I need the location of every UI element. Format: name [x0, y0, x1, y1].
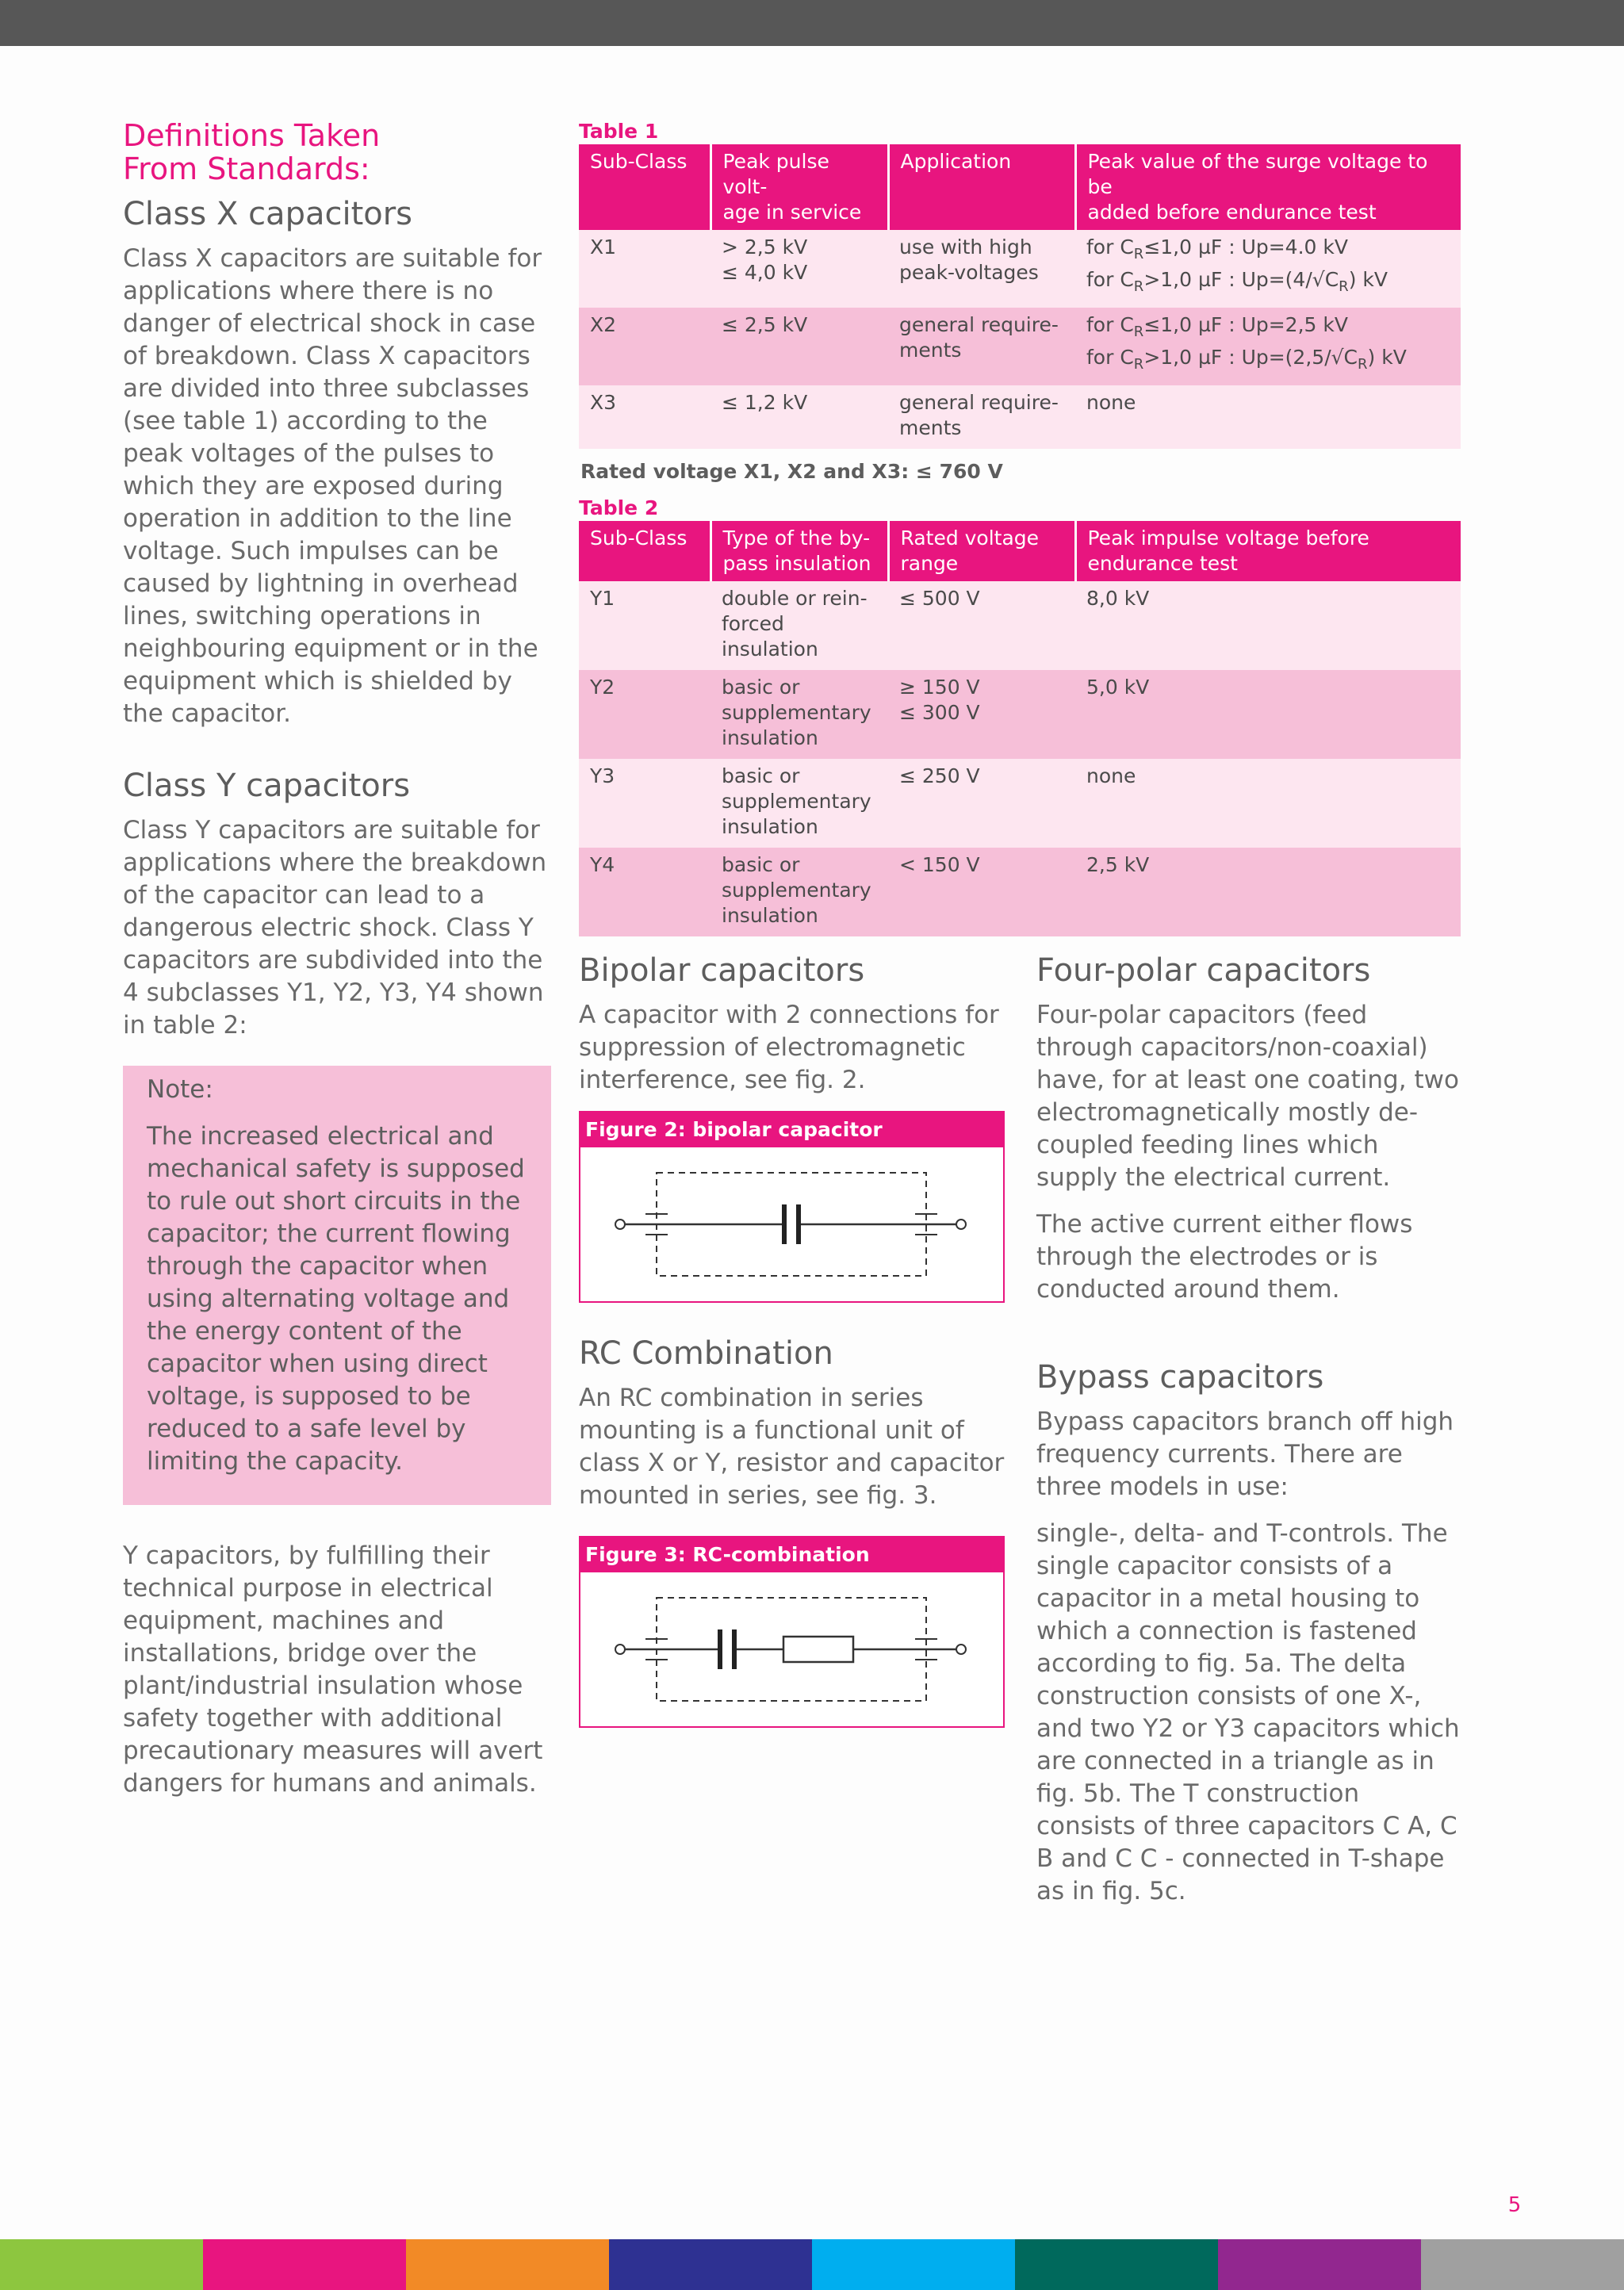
footer-color-segment	[812, 2239, 1015, 2290]
table1-cell: > 2,5 kV ≤ 4,0 kV	[710, 230, 888, 308]
table2-cell: double or rein- forced insulation	[710, 581, 888, 670]
class-y-text: Class Y capacitors are suitable for applications where the breakdown of the capacitor can lead to a dangerous electric shock. Class Y capacitors are subdivided into the 4 subclasses Y1, Y2, Y3, Y4 shown in table 2:	[123, 816, 547, 1040]
table2-row	[579, 670, 1461, 759]
class-x-text: Class X capacitors are suitable for applications where there is no danger of electrical shock in case of breakdown. Class X capacitors are divided into three subclasses (see table 1) according to the peak voltages of the pulses to which they are exposed during operation in addition to the line voltage. Such impulses can be caused by lightning in overhead lines, switching operations in neighbouring equipment or in the equipment which is shielded by the capacitor.	[123, 244, 542, 728]
table2-cell: none	[1075, 759, 1461, 848]
table1	[579, 144, 1461, 449]
bipolar-text: A capacitor with 2 connections for suppression of electromagnetic interference, see fig. 2.	[579, 1001, 999, 1094]
bypass-text: Bypass capacitors branch off high frequency currents. There are three models in use: single-, delta- and T-controls. The single capacitor consists of a capacitor in a metal housing to which a connection is fastened according to fig. 5a. The delta construction consists of one X-, and two Y2 or Y3 capacitors which are connected in a triangle as in fig. 5b. The T construction consists of three capacitors C A, C B and C C - connected in T-shape as in fig. 5c.	[1036, 1407, 1460, 1905]
figure-3	[579, 1536, 1005, 1728]
footer-color-segment	[1421, 2239, 1624, 2290]
bipolar-heading: Bipolar capacitors	[579, 952, 865, 989]
middle-column	[579, 952, 1007, 1760]
table1-cell: for $C_R\le 1,0$ µF : Up=2,5 kV for $C_R>1,0$ µF : $Up=(2,5/√C_R)$ kV	[1075, 308, 1461, 385]
figure-2-title: Figure 2: bipolar capacitor	[580, 1112, 1003, 1147]
table2-header-row	[579, 521, 1461, 581]
table1-row	[579, 230, 1461, 308]
table1-header: Sub-Class	[579, 144, 710, 230]
table1-cell: general require- ments	[888, 385, 1075, 449]
table2-cell: ≥ 150 V ≤ 300 V	[888, 670, 1075, 759]
table1-header: Peak pulse volt- age in service	[710, 144, 888, 230]
table2-cell: 5,0 kV	[1075, 670, 1461, 759]
footer-color-segment	[1218, 2239, 1421, 2290]
table2-cell: < 150 V	[888, 848, 1075, 936]
table2-cell: Y1	[579, 581, 710, 670]
bypass-heading: Bypass capacitors	[1036, 1359, 1324, 1396]
table1-cell: X2	[579, 308, 710, 385]
table2-header: Rated voltage range	[888, 521, 1075, 581]
table1-cell: ≤ 1,2 kV	[710, 385, 888, 449]
table1-cell: ≤ 2,5 kV	[710, 308, 888, 385]
table2-row	[579, 759, 1461, 848]
bipolar-capacitor-diagram	[580, 1147, 1003, 1301]
table2-header: Type of the by- pass insulation	[710, 521, 888, 581]
table2-cell: Y3	[579, 759, 710, 848]
table1-cell: X3	[579, 385, 710, 449]
right-column	[1036, 952, 1465, 1940]
table1-cell: X1	[579, 230, 710, 308]
footer-color-segment	[203, 2239, 406, 2290]
figure-3-title: Figure 3: RC-combination	[580, 1538, 1003, 1572]
class-y-heading: Class Y capacitors	[123, 768, 411, 804]
table2-row	[579, 581, 1461, 670]
table2-caption: Table 2	[579, 496, 659, 519]
page-title: Definitions Taken From Standards:	[123, 118, 381, 186]
table2-header: Peak impulse voltage before endurance test	[1075, 521, 1461, 581]
rc-text: An RC combination in series mounting is a functional unit of class X or Y, resistor and capacitor mounted in series, see fig. 3.	[579, 1384, 1005, 1510]
rc-combination-diagram	[580, 1572, 1003, 1726]
rc-heading: RC Combination	[579, 1335, 833, 1372]
table1-header-row	[579, 144, 1461, 230]
table2-cell: basic or supplementary insulation	[710, 670, 888, 759]
fourpolar-text: Four-polar capacitors (feed through capacitors/non-coaxial) have, for at least one coating, two electromagnetically mostly de-coupled feeding lines which supply the electrical current. The active current either flows through the electrodes or is conducted around them.	[1036, 1001, 1459, 1304]
top-bar	[0, 0, 1624, 46]
table1-header: Application	[888, 144, 1075, 230]
footer-color-segment	[1015, 2239, 1218, 2290]
footer-color-segment	[0, 2239, 203, 2290]
footer-color-bar	[0, 2239, 1624, 2290]
page-number: 5	[1507, 2193, 1522, 2217]
note-box	[123, 1066, 551, 1505]
table1-row	[579, 385, 1461, 449]
note-text: The increased electrical and mechanical safety is supposed to rule out short circuits in the capacitor; the current flowing through the capacitor when using alternating voltage and the energy content of the capacitor when using direct voltage, is supposed to be reduced to a safe level by limiting the capacity.	[147, 1122, 525, 1476]
table1-cell: use with high peak-voltages	[888, 230, 1075, 308]
table2-cell: ≤ 500 V	[888, 581, 1075, 670]
fourpolar-heading: Four-polar capacitors	[1036, 952, 1371, 989]
footer-color-segment	[406, 2239, 609, 2290]
table2-cell: basic or supplementary insulation	[710, 759, 888, 848]
table1-cell: none	[1075, 385, 1461, 449]
table2-cell: 2,5 kV	[1075, 848, 1461, 936]
table2-row	[579, 848, 1461, 936]
class-x-heading: Class X capacitors	[123, 196, 413, 232]
y-capacitors-text: Y capacitors, by fulfilling their technical purpose in electrical equipment, machines and installations, bridge over the plant/industrial insulation whose safety together with additional precautionary measures will avert dangers for humans and animals.	[123, 1541, 543, 1798]
rated-voltage-note: Rated voltage X1, X2 and X3: ≤ 760 V	[580, 460, 1003, 483]
table1-row	[579, 308, 1461, 385]
figure-2	[579, 1111, 1005, 1303]
left-column	[123, 119, 551, 1814]
table2-cell: basic or supplementary insulation	[710, 848, 888, 936]
table1-cell: general require- ments	[888, 308, 1075, 385]
table1-cell: for $C_R\le 1,0$ µF : Up=4.0 kV for $C_R>1,0$ µF : $Up=(4/√C_R)$ kV	[1075, 230, 1461, 308]
note-label: Note:	[147, 1075, 213, 1104]
footer-color-segment	[609, 2239, 812, 2290]
tables-area	[579, 119, 1461, 936]
table2-cell: Y4	[579, 848, 710, 936]
table2	[579, 521, 1461, 936]
table1-header: Peak value of the surge voltage to be added before endurance test	[1075, 144, 1461, 230]
table2-cell: Y2	[579, 670, 710, 759]
table2-cell: ≤ 250 V	[888, 759, 1075, 848]
table2-cell: 8,0 kV	[1075, 581, 1461, 670]
table2-header: Sub-Class	[579, 521, 710, 581]
table1-caption: Table 1	[579, 120, 659, 143]
